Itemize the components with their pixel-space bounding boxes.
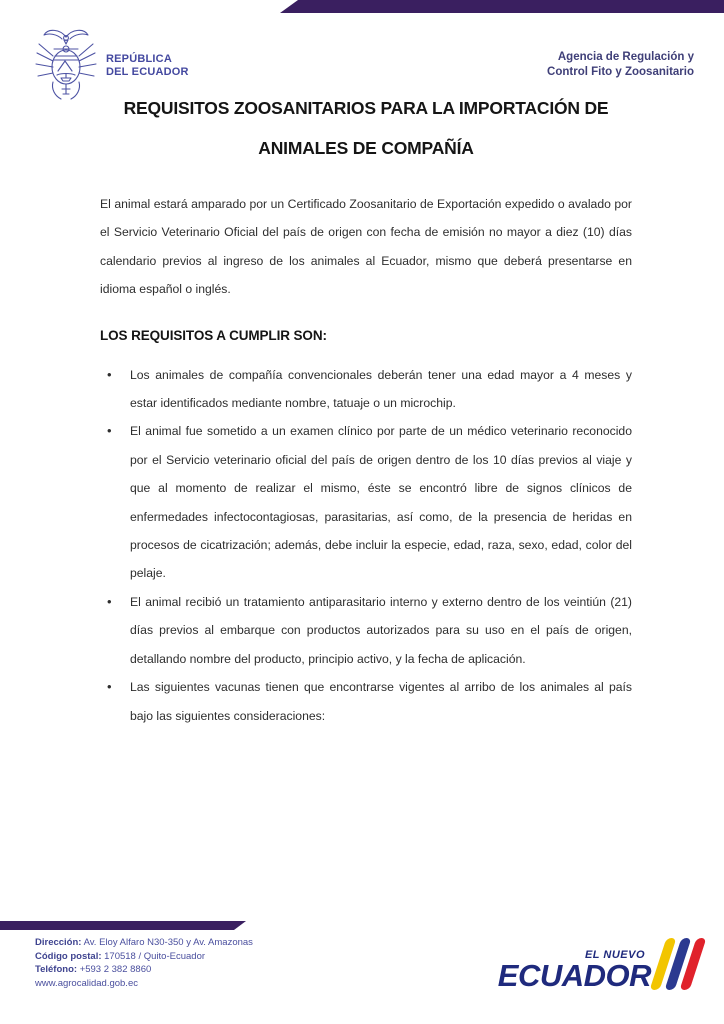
logo-wordmark-line2: DEL ECUADOR [106,66,189,78]
intro-paragraph: El animal estará amparado por un Certificado Zoosanitario de Exportación expedido o avalado por el Servicio Veterinario Oficial del país de origen con fecha de emisión no mayor a diez (10) días calendario previos al ingreso de los animales al Ecuador, mismo que deberá presentarse en idioma español o inglés. [100,197,632,297]
document-body [100,88,632,730]
ecuador-coat-of-arms-icon [33,26,99,102]
footer-postal-label: Código postal: [35,950,102,962]
footer-phone [35,963,253,977]
flag-stripes-icon [658,938,698,990]
el-nuevo-ecuador-logo [498,938,698,991]
list-item: • Los animales de compañía convencionales deberán tener una edad mayor a 4 meses y estar identificados mediante nombre, tatuaje o un microchip. [100,361,632,418]
top-accent-bar [280,0,724,13]
agency-name-line1: Agencia de Regulación y [557,51,694,63]
logo-wordmark [106,53,189,79]
document-title [100,88,632,168]
list-item: • Las siguientes vacunas tienen que encontrarse vigentes al arribo de los animales al país bajo las siguientes consideraciones: [100,673,632,730]
agency-name [547,50,694,79]
footer-phone-value: +593 2 382 8860 [79,964,152,975]
document-title-line2: ANIMALES DE COMPAÑÍA [258,138,474,158]
footer-website: www.agrocalidad.gob.ec [35,977,138,989]
footer-postal-value: 170518 / Quito-Ecuador [104,950,206,962]
footer-address [35,936,253,950]
brand-name: ECUADOR [497,958,651,993]
document-title-line1: REQUISITOS ZOOSANITARIOS PARA LA IMPORTACIÓN DE [123,98,609,118]
list-item: • El animal fue sometido a un examen clínico por parte de un médico veterinario reconocido por el Servicio veterinario oficial del país de origen dentro de los 10 días previos al viaje y que al momento de realizar el mismo, éste se encontró libre de signos clínicos de enfermedades infectocontagiosas, parasitarias, así como, de la presencia de heridas en procesos de cicatrización; además, debe incluir la especie, edad, raza, sexo, edad, color del pelaje. [100,417,632,587]
footer-postal [35,950,253,964]
footer-contact-info [35,936,253,990]
footer-address-label: Dirección: [35,937,82,948]
footer-phone-label: Teléfono: [35,964,78,975]
brand-wordmark [498,949,651,991]
footer-address-value: Av. Eloy Alfaro N30-350 y Av. Amazonas [83,937,253,948]
list-item: • El animal recibió un tratamiento antiparasitario interno y externo dentro de los veintiún (21) días previos al embarque con productos autorizados para su uso en el país de origen, detallando nombre del producto, principio activo, y la fecha de aplicación. [100,588,632,673]
footer-accent-bar [0,921,246,930]
brand-tagline: EL NUEVO [584,949,645,961]
agency-name-line2: Control Fito y Zoosanitario [547,65,694,78]
section-heading: LOS REQUISITOS A CUMPLIR SON: [100,327,327,343]
logo-wordmark-line1: REPÚBLICA [106,53,172,65]
requirements-list [100,361,632,730]
